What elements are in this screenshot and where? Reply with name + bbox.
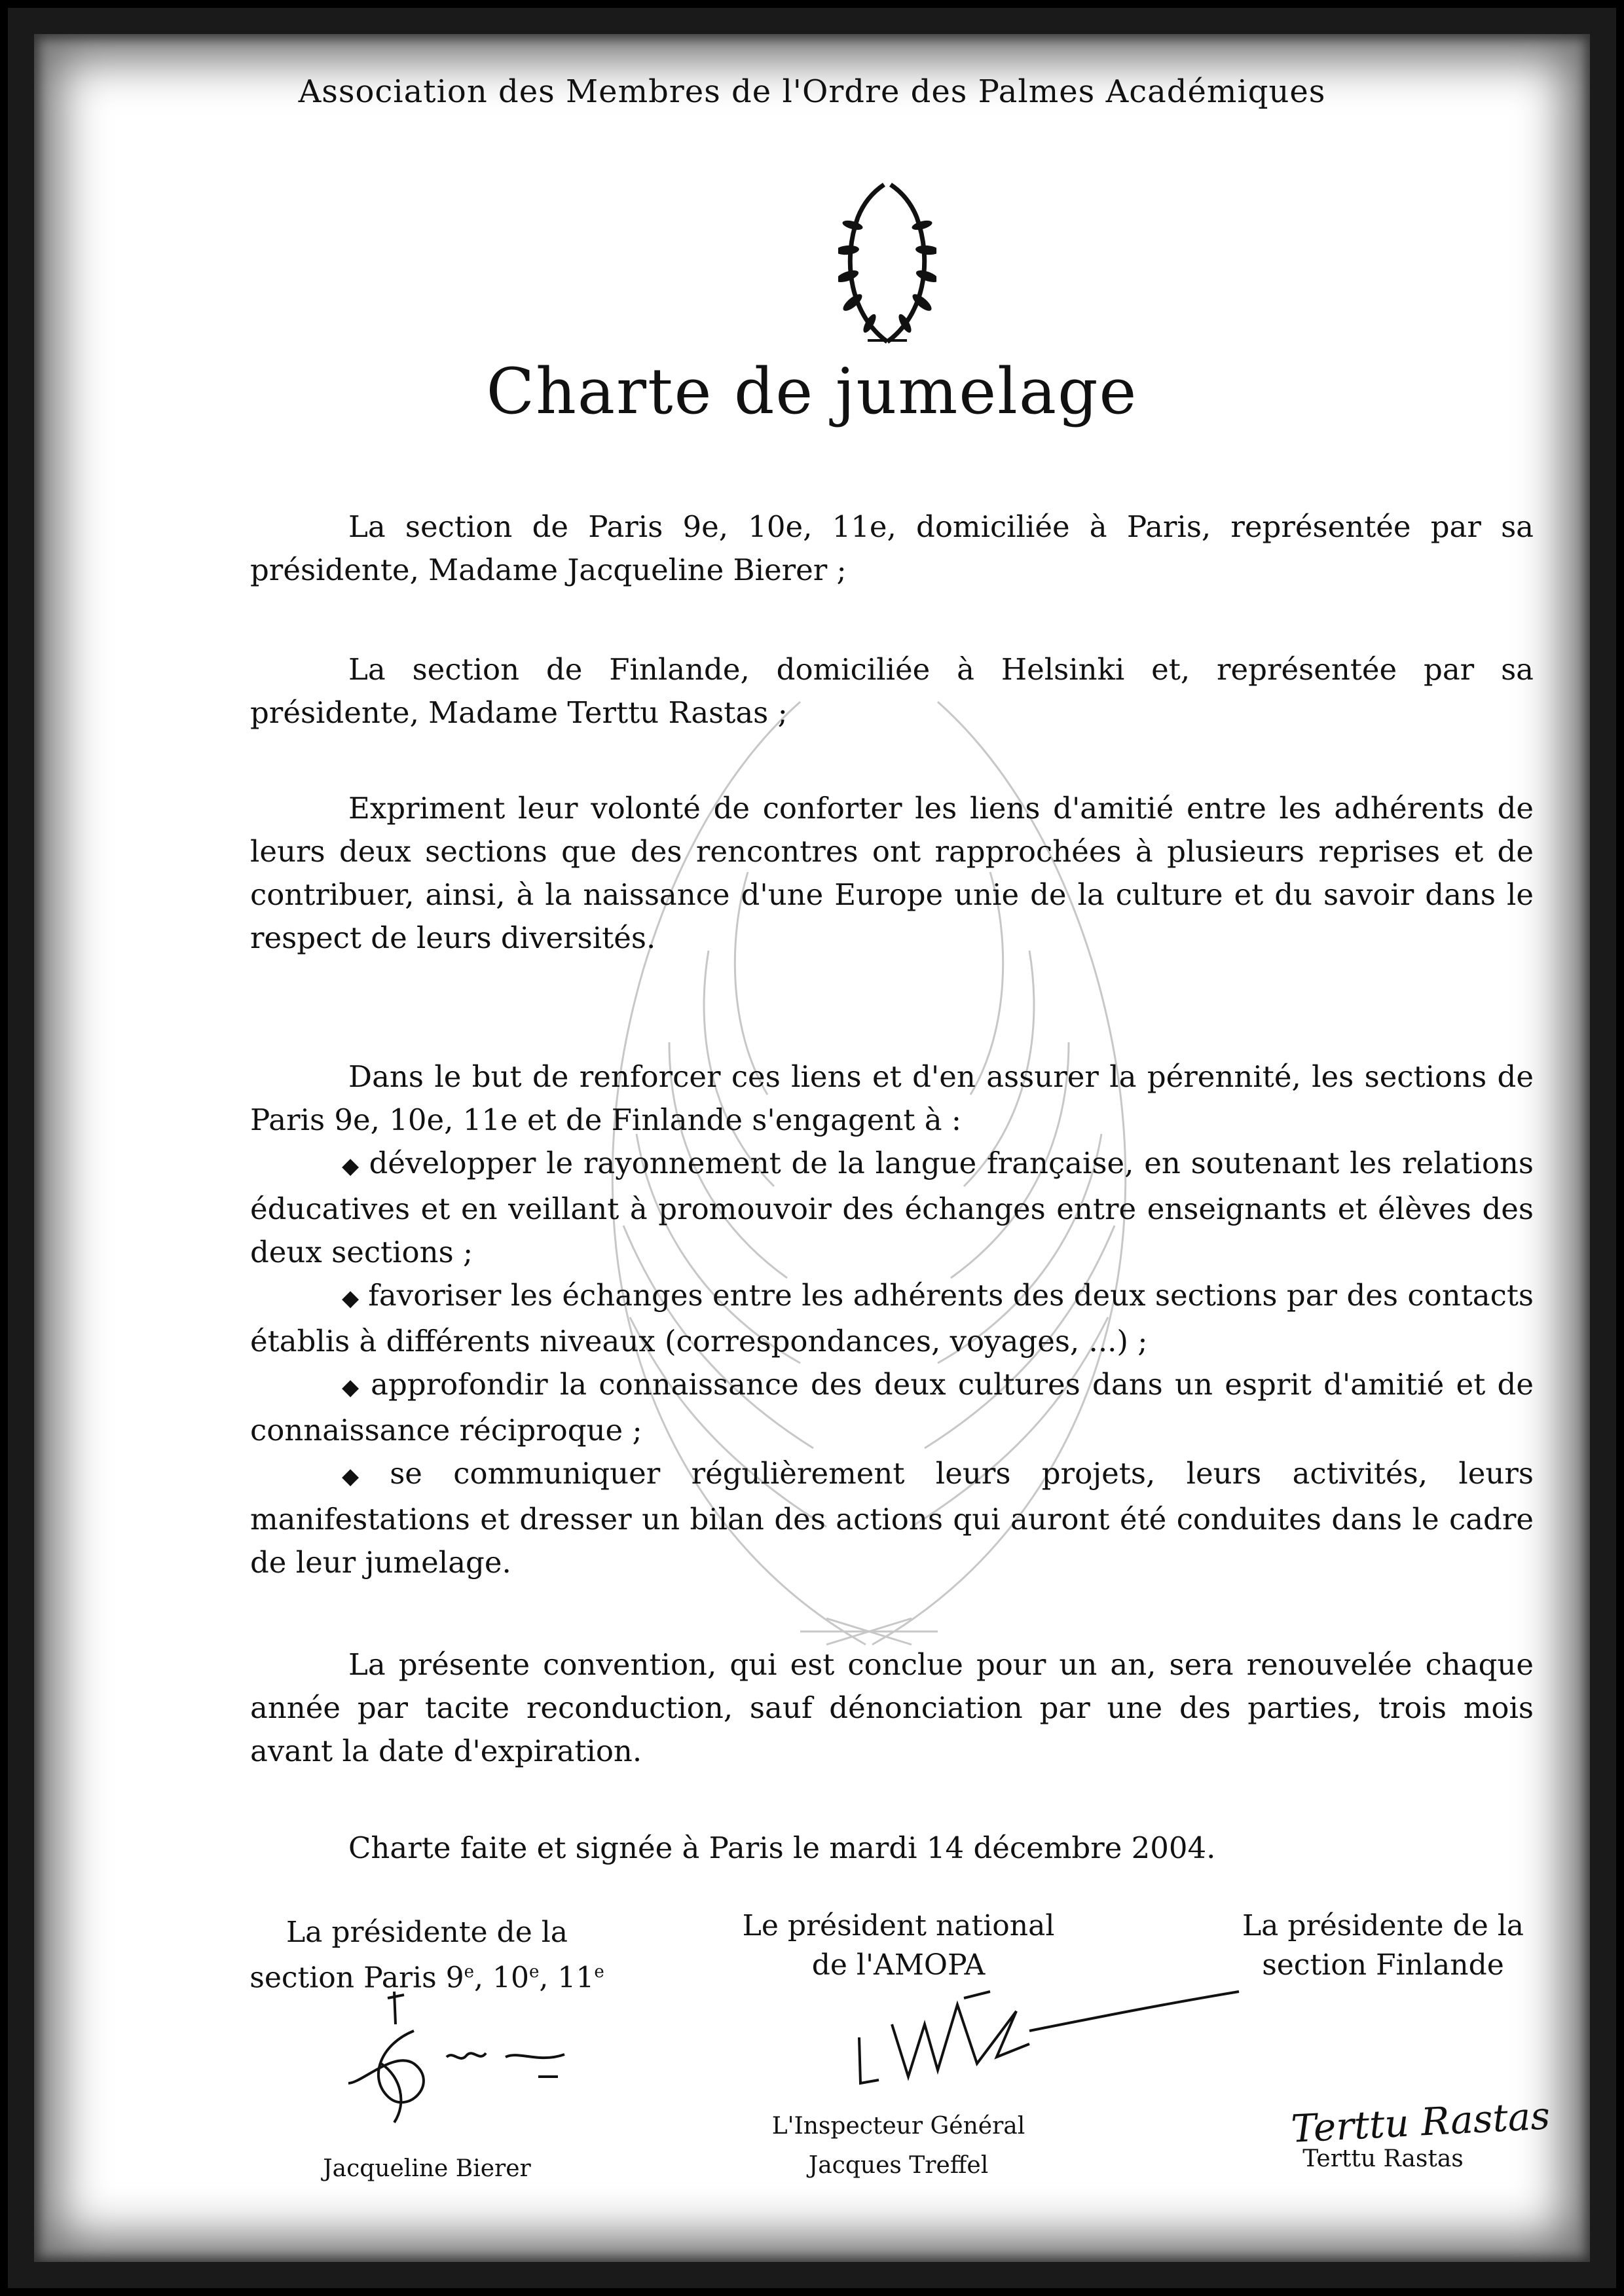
signatory-name-bierer: Jacqueline Bierer [323, 2155, 531, 2182]
engagement-block [250, 1055, 1534, 1584]
bullet-diamond-icon: ◆ [342, 1463, 381, 1489]
bullet-diamond-icon: ◆ [342, 1285, 360, 1311]
paragraph-section-paris: La section de Paris 9e, 10e, 11e, domiciliée à Paris, représentée par sa présidente, Madame Jacqueline Bierer ; [250, 509, 1534, 587]
list-item: ◆ se communiquer régulièrement leurs projets, leurs activités, leurs manifestations et dresser un bilan des actions qui auront été conduites dans le cadre de leur jumelage. [250, 1456, 1534, 1580]
engagement-intro: Dans le but de renforcer ces liens et d'en assurer la pérennité, les sections de Paris 9e, 10e, 11e et de Finlande s'engagent à : [250, 1059, 1534, 1137]
bullet-diamond-icon: ◆ [342, 1153, 360, 1179]
document-page [34, 34, 1590, 2262]
signatory-title-inspecteur: L'Inspecteur Général [771, 2113, 1025, 2140]
paragraph-convention: La présente convention, qui est conclue pour un an, sera renouvelée chaque année par tacite reconduction, sauf dénonciation par une des parties, trois mois avant la date d'expiration. [250, 1647, 1534, 1768]
signature-treffel-icon [846, 1965, 1252, 2096]
signatory-left-title: La présidente de la section Paris 9e, 10e, 11e [249, 1916, 604, 1995]
paragraph-volonte: Expriment leur volonté de conforter les liens d'amitié entre les adhérents de leurs deux sections que des rencontres ont rapprochées à plusieurs reprises et de contribuer, ainsi, à la naissance d'une Europe unie de la culture et du savoir dans le respect de leurs diversités. [250, 791, 1534, 955]
signatory-name-rastas: Terttu Rastas [1302, 2145, 1464, 2172]
signature-bierer-icon [342, 1985, 578, 2136]
outer-frame [8, 8, 1616, 2288]
list-item: ◆ favoriser les échanges entre les adhérents des deux sections par des contacts établis à différents niveaux (correspondances, voyages, ...) ; [250, 1278, 1534, 1358]
list-item: ◆ développer le rayonnement de la langue française, en soutenant les relations éducatives et en veillant à promouvoir des échanges entre enseignants et élèves des deux sections ; [250, 1146, 1534, 1269]
bullet-diamond-icon: ◆ [342, 1374, 362, 1400]
palm-wreath-emblem-icon [838, 178, 936, 348]
association-header: Association des Membres de l'Ordre des Palmes Académiques [298, 73, 1326, 110]
signatory-middle-title: Le président national de l'AMOPA [742, 1909, 1055, 1982]
signatory-name-treffel: Jacques Treffel [808, 2152, 989, 2179]
list-item: ◆ approfondir la connaissance des deux cultures dans un esprit d'amitié et de connaissance réciproque ; [250, 1367, 1534, 1448]
paragraph-date-signature: Charte faite et signée à Paris le mardi 14 décembre 2004. [348, 1831, 1216, 1865]
document-title: Charte de jumelage [486, 355, 1138, 428]
paragraph-section-finlande: La section de Finlande, domiciliée à Helsinki et, représentée par sa présidente, Madame Terttu Rastas ; [250, 652, 1534, 730]
signatory-right-title: La présidente de la section Finlande [1242, 1909, 1524, 1982]
svg-text:Terttu Rastas: Terttu Rastas [1289, 2093, 1551, 2151]
